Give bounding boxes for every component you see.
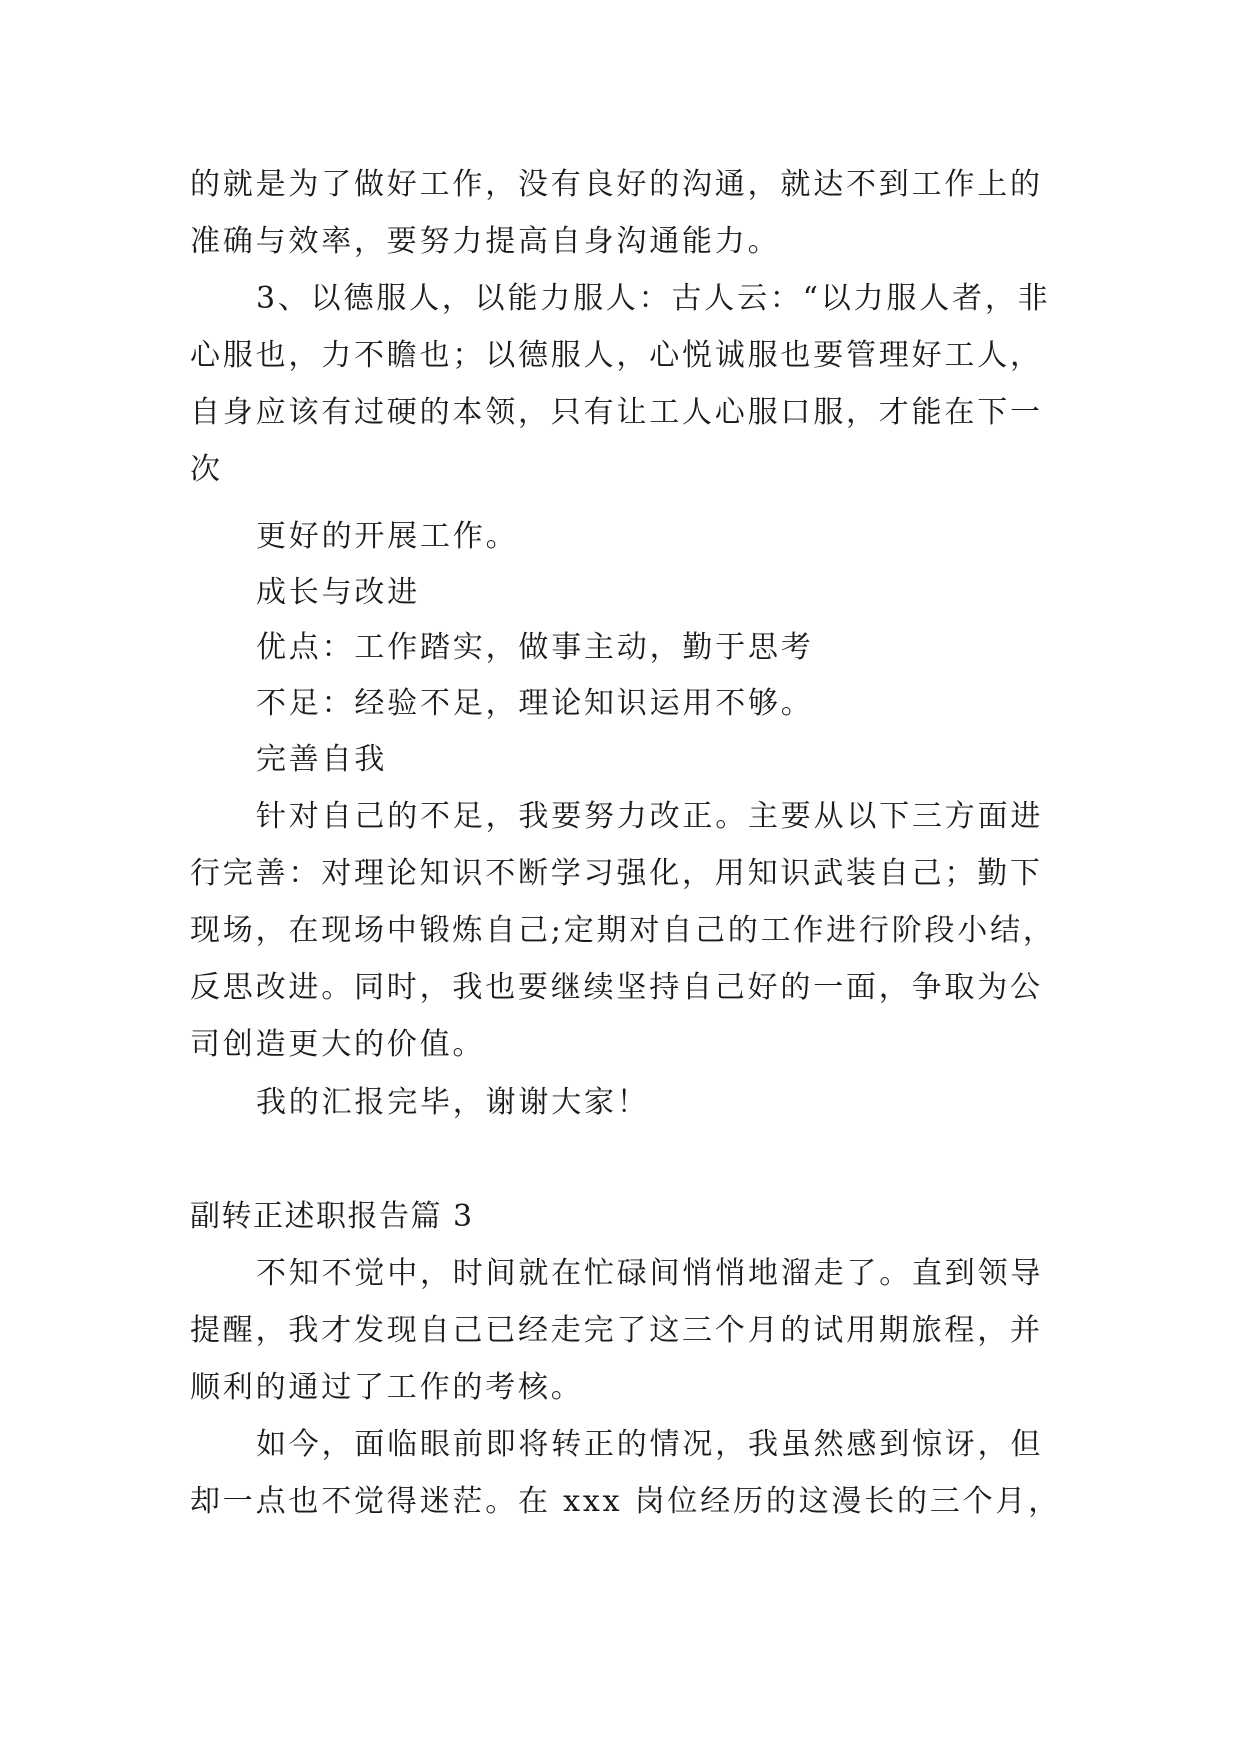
body-text-line: 如今，面临眼前即将转正的情况，我虽然感到惊讶，但 (256, 1427, 1044, 1462)
body-text-line: 行完善：对理论知识不断学习强化，用知识武装自己；勤下 (190, 856, 1043, 891)
body-text-line: 准确与效率，要努力提高自身沟通能力。 (190, 224, 781, 259)
body-text-line: 更好的开展工作。 (256, 519, 519, 554)
body-text-line: 提醒，我才发现自己已经走完了这三个月的试用期旅程，并 (190, 1313, 1043, 1348)
body-text-line: 3、以德服人，以能力服人：古人云：“以力服人者，非 (256, 281, 1051, 316)
body-text-line: 不足：经验不足，理论知识运用不够。 (256, 686, 814, 721)
body-text-line: 的就是为了做好工作，没有良好的沟通，就达不到工作上的 (190, 167, 1043, 202)
body-text-line: 顺利的通过了工作的考核。 (190, 1370, 584, 1405)
body-text-line: 不知不觉中，时间就在忙碌间悄悄地溜走了。直到领导 (256, 1256, 1044, 1291)
section-title: 副转正述职报告篇 3 (190, 1199, 474, 1234)
section-subheading: 完善自我 (256, 742, 388, 777)
body-text-line: 心服也，力不瞻也；以德服人，心悦诚服也要管理好工人， (190, 338, 1043, 373)
body-text-line: 针对自己的不足，我要努力改正。主要从以下三方面进 (256, 799, 1044, 834)
body-text-line: 优点：工作踏实，做事主动，勤于思考 (256, 630, 814, 665)
body-text-line: 反思改进。同时，我也要继续坚持自己好的一面，争取为公 (190, 970, 1043, 1005)
body-text-line: 次 (190, 452, 223, 487)
body-text-line: 司创造更大的价值。 (190, 1027, 486, 1062)
body-text-line: 却一点也不觉得迷茫。在 xxx 岗位经历的这漫长的三个月， (190, 1484, 1062, 1519)
section-subheading: 成长与改进 (256, 575, 420, 610)
body-text-line: 我的汇报完毕，谢谢大家！ (256, 1085, 650, 1120)
body-text-line: 自身应该有过硬的本领，只有让工人心服口服，才能在下一 (190, 395, 1043, 430)
body-text-line: 现场，在现场中锻炼自己;定期对自己的工作进行阶段小结， (190, 913, 1056, 948)
